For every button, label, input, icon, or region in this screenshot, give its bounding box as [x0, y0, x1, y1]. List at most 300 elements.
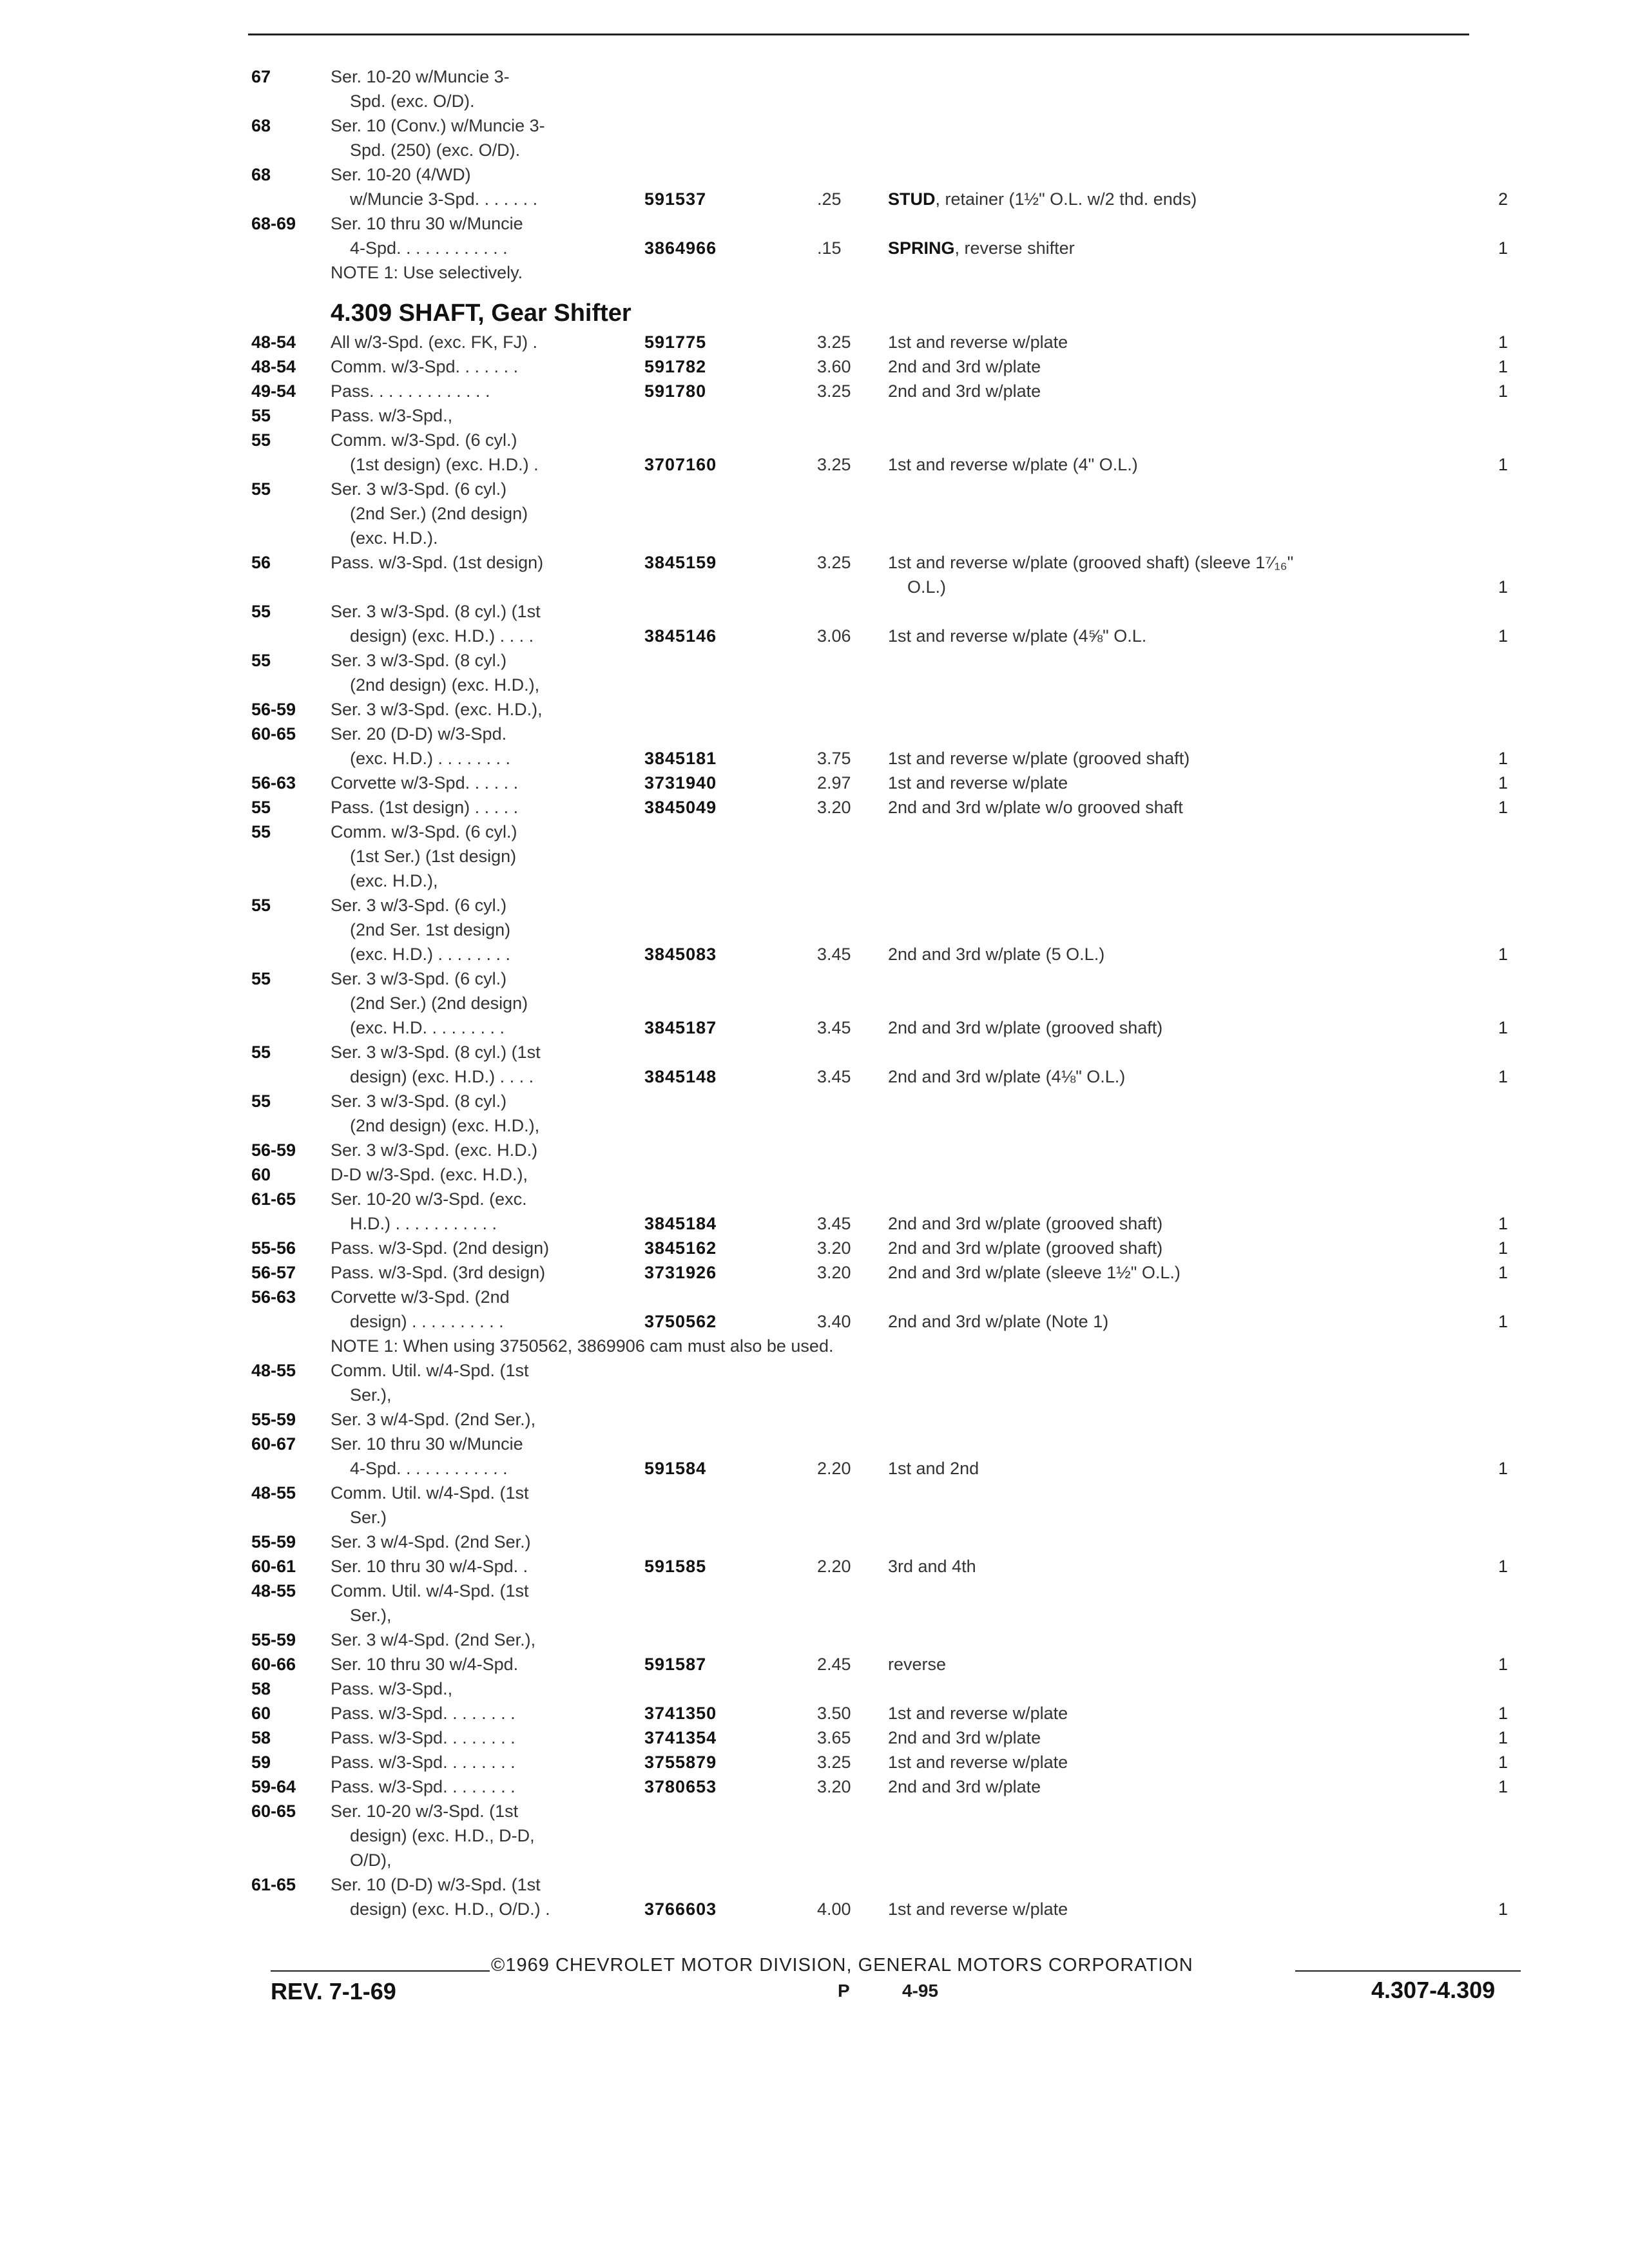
model-years: 55 [251, 969, 271, 988]
model-years: 55 [251, 602, 271, 621]
part-name-detail: 2nd and 3rd w/plate (4⅛" O.L.) [888, 1067, 1126, 1086]
part-number: 3845083 [644, 945, 717, 964]
revision-date: REV. 7-1-69 [271, 1978, 396, 2004]
application-description: (exc. H.D. . . . . . . . . [331, 1018, 505, 1037]
part-number: 3731926 [644, 1263, 717, 1282]
application-description: Corvette w/3-Spd. . . . . . [331, 773, 519, 793]
section-heading-text: 4.309 SHAFT, Gear Shifter [331, 300, 631, 327]
group-range: 4.307-4.309 [1371, 1977, 1496, 2003]
parts-row [0, 1750, 1629, 1774]
application-description: Ser. 10 thru 30 w/Muncie [331, 214, 523, 233]
application-description: Pass. w/3-Spd., [331, 406, 453, 425]
part-name [888, 1211, 1162, 1236]
model-years: 60-67 [251, 1434, 296, 1454]
parts-row [0, 697, 1629, 722]
footer-rule-left [271, 1970, 490, 1972]
model-years: 55-56 [251, 1238, 296, 1258]
list-price: 3.40 [817, 1312, 851, 1331]
part-name [888, 236, 1075, 260]
parts-row [0, 403, 1629, 428]
part-number: 3845162 [644, 1238, 717, 1258]
application-description: Comm. Util. w/4-Spd. (1st [331, 1361, 529, 1380]
list-price: 3.25 [817, 381, 851, 401]
part-name-detail: 2nd and 3rd w/plate (grooved shaft) [888, 1238, 1163, 1258]
list-price: .15 [817, 238, 842, 258]
model-years: 55 [251, 798, 271, 817]
parts-row [0, 942, 1629, 966]
model-years: 55-59 [251, 1532, 296, 1552]
part-number: 3845181 [644, 749, 717, 768]
parts-row [0, 1383, 1629, 1407]
list-price: 3.45 [817, 1018, 851, 1037]
part-name [888, 1554, 976, 1579]
part-number: 3845187 [644, 1018, 717, 1037]
application-description: Ser. 10 thru 30 w/4-Spd. [331, 1655, 519, 1674]
part-number: 3845049 [644, 798, 717, 817]
parts-row [0, 869, 1629, 893]
application-description: Spd. (exc. O/D). [331, 91, 475, 111]
application-description: Comm. w/3-Spd. (6 cyl.) [331, 430, 517, 450]
application-description: (exc. H.D.), [331, 871, 438, 890]
parts-row [0, 477, 1629, 501]
list-price: 2.97 [817, 773, 851, 793]
model-years: 48-54 [251, 357, 296, 376]
parts-row [0, 1089, 1629, 1113]
parts-row [0, 113, 1629, 138]
part-name [888, 1309, 1108, 1334]
list-price: 3.45 [817, 1214, 851, 1233]
parts-row [0, 1211, 1629, 1236]
part-name [888, 1725, 1041, 1750]
part-number: 3731940 [644, 773, 717, 793]
parts-row [0, 820, 1629, 844]
parts-row [0, 1456, 1629, 1481]
quantity: 1 [1498, 1067, 1509, 1086]
parts-row [0, 236, 1629, 260]
parts-row [0, 1162, 1629, 1187]
part-number: 591775 [644, 332, 707, 352]
part-name [888, 1236, 1162, 1260]
model-years: 56-63 [251, 773, 296, 793]
part-number: 3741354 [644, 1728, 717, 1747]
model-years: 56-59 [251, 1140, 296, 1160]
parts-row [0, 1725, 1629, 1750]
part-name [888, 1456, 979, 1481]
parts-row [0, 648, 1629, 673]
list-price: 3.45 [817, 1067, 851, 1086]
model-years: 61-65 [251, 1189, 296, 1209]
application-description: (2nd Ser.) (2nd design) [331, 504, 528, 523]
part-name [888, 1701, 1068, 1725]
application-description: Ser. 10 thru 30 w/Muncie [331, 1434, 523, 1454]
parts-row [0, 1432, 1629, 1456]
application-description: Spd. (250) (exc. O/D). [331, 140, 521, 160]
part-name-detail: 2nd and 3rd w/plate (Note 1) [888, 1312, 1109, 1331]
model-years: 60-65 [251, 1802, 296, 1821]
model-years: 60 [251, 1704, 271, 1723]
parts-row [0, 1603, 1629, 1628]
parts-row [0, 550, 1629, 575]
part-name [888, 942, 1104, 966]
application-description: Ser. 3 w/4-Spd. (2nd Ser.), [331, 1630, 536, 1649]
part-name-detail: 1st and reverse w/plate (grooved shaft) (sleeve 1⁷⁄₁₆" [888, 553, 1294, 572]
parts-row [0, 1652, 1629, 1677]
part-name-detail: , reverse shifter [954, 238, 1075, 258]
part-name [888, 746, 1190, 771]
list-price: 3.65 [817, 1728, 851, 1747]
application-description: Pass. w/3-Spd. . . . . . . . [331, 1777, 516, 1796]
list-price: 3.20 [817, 1263, 851, 1282]
quantity: 1 [1498, 1312, 1509, 1331]
application-description: Comm. w/3-Spd. (6 cyl.) [331, 822, 517, 841]
part-number: 3755879 [644, 1753, 717, 1772]
quantity: 1 [1498, 1704, 1509, 1723]
model-years: 55 [251, 822, 271, 841]
parts-row [0, 1236, 1629, 1260]
parts-row [0, 330, 1629, 354]
model-years: 60-65 [251, 724, 296, 744]
part-name-detail: 1st and reverse w/plate (4⅝" O.L. [888, 626, 1147, 646]
quantity: 1 [1498, 455, 1509, 474]
parts-row [0, 526, 1629, 550]
application-description: Ser. 3 w/3-Spd. (6 cyl.) [331, 969, 507, 988]
part-name [888, 452, 1138, 477]
quantity: 1 [1498, 1018, 1509, 1037]
section-gap [0, 285, 1629, 296]
parts-entries [0, 64, 1629, 1921]
part-name-detail: 1st and reverse w/plate [888, 1899, 1068, 1919]
parts-row [0, 1113, 1629, 1138]
quantity: 1 [1498, 1214, 1509, 1233]
application-description: Ser. 10-20 w/Muncie 3- [331, 67, 510, 86]
part-number: 3780653 [644, 1777, 717, 1796]
part-number: 3845148 [644, 1067, 717, 1086]
part-name-detail: 1st and reverse w/plate [888, 1704, 1068, 1723]
parts-row [0, 966, 1629, 991]
application-description: Comm. Util. w/4-Spd. (1st [331, 1581, 529, 1600]
application-description: Ser.) [331, 1508, 387, 1527]
parts-row [0, 795, 1629, 820]
parts-row [0, 1530, 1629, 1554]
part-number: 3845184 [644, 1214, 717, 1233]
model-years: 48-55 [251, 1483, 296, 1503]
quantity: 1 [1498, 798, 1509, 817]
parts-row [0, 1848, 1629, 1872]
application-description: Pass. w/3-Spd., [331, 1679, 453, 1698]
part-name-detail: 1st and reverse w/plate [888, 1753, 1068, 1772]
part-name-detail: , retainer (1½" O.L. w/2 thd. ends) [935, 189, 1197, 209]
parts-row [0, 624, 1629, 648]
parts-row [0, 1554, 1629, 1579]
list-price: 3.60 [817, 357, 851, 376]
parts-row [0, 673, 1629, 697]
model-years: 56 [251, 553, 271, 572]
parts-row [0, 1015, 1629, 1040]
model-years: 67 [251, 67, 271, 86]
quantity: 1 [1498, 238, 1509, 258]
part-number: 3741350 [644, 1704, 717, 1723]
list-price: 2.20 [817, 1557, 851, 1576]
part-name-detail: 2nd and 3rd w/plate (sleeve 1½" O.L.) [888, 1263, 1181, 1282]
parts-row [0, 1628, 1629, 1652]
part-name [888, 354, 1041, 379]
application-description: (exc. H.D.). [331, 528, 438, 548]
model-years: 59-64 [251, 1777, 296, 1796]
list-price: 2.20 [817, 1459, 851, 1478]
parts-row [0, 1407, 1629, 1432]
part-name-detail: 2nd and 3rd w/plate [888, 1728, 1041, 1747]
part-name [888, 187, 1197, 211]
application-description: 4-Spd. . . . . . . . . . . . [331, 238, 508, 258]
application-description: Corvette w/3-Spd. (2nd [331, 1287, 510, 1307]
application-description: Comm. Util. w/4-Spd. (1st [331, 1483, 529, 1503]
application-description: Ser. 3 w/3-Spd. (8 cyl.) [331, 1091, 507, 1111]
list-price: 3.25 [817, 553, 851, 572]
model-years: 68-69 [251, 214, 296, 233]
parts-row [0, 1774, 1629, 1799]
model-years: 58 [251, 1728, 271, 1747]
application-description: Ser. 3 w/3-Spd. (exc. H.D.) [331, 1140, 538, 1160]
parts-row [0, 1872, 1629, 1897]
application-description: (exc. H.D.) . . . . . . . . [331, 749, 511, 768]
application-description: (exc. H.D.) . . . . . . . . [331, 945, 511, 964]
parts-row [0, 64, 1629, 89]
application-description: Ser. 10-20 w/3-Spd. (1st [331, 1802, 519, 1821]
part-name [888, 1774, 1041, 1799]
parts-row [0, 1358, 1629, 1383]
application-description: Ser. 10-20 w/3-Spd. (exc. [331, 1189, 527, 1209]
quantity: 1 [1498, 1459, 1509, 1478]
page-number: 4-95 [902, 1981, 939, 2001]
quantity: 1 [1498, 357, 1509, 376]
application-description: Ser. 3 w/4-Spd. (2nd Ser.), [331, 1410, 536, 1429]
part-name-keyword: SPRING [888, 238, 955, 258]
part-name-detail: 2nd and 3rd w/plate [888, 381, 1041, 401]
model-years: 56-63 [251, 1287, 296, 1307]
model-years: 48-55 [251, 1361, 296, 1380]
application-description: Pass. . . . . . . . . . . . . [331, 381, 490, 401]
model-years: 49-54 [251, 381, 296, 401]
application-description: Ser. 10 thru 30 w/4-Spd. . [331, 1557, 528, 1576]
list-price: 3.20 [817, 1777, 851, 1796]
part-number: 591780 [644, 381, 707, 401]
parts-row [0, 501, 1629, 526]
parts-row [0, 844, 1629, 869]
parts-row [0, 771, 1629, 795]
application-description: Pass. w/3-Spd. . . . . . . . [331, 1753, 516, 1772]
model-years: 60 [251, 1165, 271, 1184]
part-name [888, 1015, 1162, 1040]
part-name-detail: 2nd and 3rd w/plate w/o grooved shaft [888, 798, 1183, 817]
part-name-detail: O.L.) [888, 577, 947, 597]
part-name [888, 575, 946, 599]
application-description: w/Muncie 3-Spd. . . . . . . [331, 189, 538, 209]
list-price: 3.25 [817, 332, 851, 352]
application-description: Ser.), [331, 1606, 392, 1625]
application-description: Ser. 3 w/4-Spd. (2nd Ser.) [331, 1532, 531, 1552]
part-name [888, 1750, 1068, 1774]
part-number: 3845159 [644, 553, 717, 572]
model-years: 48-54 [251, 332, 296, 352]
quantity: 1 [1498, 626, 1509, 646]
parts-row [0, 1579, 1629, 1603]
part-name-detail: 2nd and 3rd w/plate (5 O.L.) [888, 945, 1105, 964]
application-description: (1st Ser.) (1st design) [331, 847, 517, 866]
parts-row [0, 452, 1629, 477]
model-years: 56-59 [251, 700, 296, 719]
list-price: 3.50 [817, 1704, 851, 1723]
application-description: design) (exc. H.D., O/D.) . [331, 1899, 550, 1919]
model-years: 68 [251, 116, 271, 135]
application-description: Ser. 20 (D-D) w/3-Spd. [331, 724, 507, 744]
model-years: 55-59 [251, 1410, 296, 1429]
part-name-detail: 3rd and 4th [888, 1557, 976, 1576]
parts-row [0, 575, 1629, 599]
quantity: 1 [1498, 1557, 1509, 1576]
parts-row [0, 89, 1629, 113]
copyright-line: ©1969 CHEVROLET MOTOR DIVISION, GENERAL MOTORS CORPORATION [491, 1955, 1193, 1975]
parts-row [0, 162, 1629, 187]
application-description: Pass. (1st design) . . . . . [331, 798, 519, 817]
parts-row [0, 918, 1629, 942]
part-name-detail: 2nd and 3rd w/plate [888, 1777, 1041, 1796]
parts-row [0, 746, 1629, 771]
parts-row [0, 599, 1629, 624]
quantity: 1 [1498, 749, 1509, 768]
application-description: 4-Spd. . . . . . . . . . . . [331, 1459, 508, 1478]
parts-row [0, 379, 1629, 403]
part-name [888, 330, 1068, 354]
application-description: Ser. 10 (Conv.) w/Muncie 3- [331, 116, 545, 135]
part-name-detail: 2nd and 3rd w/plate (grooved shaft) [888, 1214, 1163, 1233]
quantity: 1 [1498, 1899, 1509, 1919]
list-price: 3.45 [817, 945, 851, 964]
parts-row [0, 1505, 1629, 1530]
part-name [888, 379, 1041, 403]
list-price: 3.06 [817, 626, 851, 646]
part-name-keyword: STUD [888, 189, 936, 209]
model-years: 55 [251, 651, 271, 670]
list-price: 3.75 [817, 749, 851, 768]
page-footer [0, 1951, 1629, 2003]
application-description: NOTE 1: When using 3750562, 3869906 cam must also be used. [331, 1336, 834, 1356]
model-years: 68 [251, 165, 271, 184]
quantity: 1 [1498, 381, 1509, 401]
model-years: 55 [251, 896, 271, 915]
quantity: 1 [1498, 577, 1509, 597]
model-years: 61-65 [251, 1875, 296, 1894]
part-name [888, 1897, 1068, 1921]
list-price: 4.00 [817, 1899, 851, 1919]
application-description: Pass. w/3-Spd. . . . . . . . [331, 1704, 516, 1723]
parts-row [0, 991, 1629, 1015]
part-number: 591584 [644, 1459, 707, 1478]
parts-row [0, 1187, 1629, 1211]
page-prefix: P [838, 1981, 850, 2001]
model-years: 55 [251, 1043, 271, 1062]
model-years: 56-57 [251, 1263, 296, 1282]
parts-row [0, 1701, 1629, 1725]
part-name [888, 1064, 1125, 1089]
parts-row [0, 1138, 1629, 1162]
parts-row [0, 1285, 1629, 1309]
parts-row [0, 354, 1629, 379]
parts-row [0, 138, 1629, 162]
parts-row [0, 1897, 1629, 1921]
part-name-detail: 1st and reverse w/plate [888, 332, 1068, 352]
list-price: 3.20 [817, 1238, 851, 1258]
list-price: 3.25 [817, 455, 851, 474]
parts-row [0, 722, 1629, 746]
part-number: 591537 [644, 189, 707, 209]
part-name [888, 771, 1068, 795]
parts-row [0, 1799, 1629, 1823]
part-number: 591782 [644, 357, 707, 376]
application-description: Pass. w/3-Spd. . . . . . . . [331, 1728, 516, 1747]
parts-row [0, 1040, 1629, 1064]
model-years: 60-66 [251, 1655, 296, 1674]
part-number: 591585 [644, 1557, 707, 1576]
parts-row [0, 893, 1629, 918]
part-name [888, 624, 1146, 648]
part-number: 3845146 [644, 626, 717, 646]
application-description: design) (exc. H.D.) . . . . [331, 1067, 534, 1086]
part-name [888, 550, 1293, 575]
part-name [888, 1260, 1181, 1285]
quantity: 1 [1498, 332, 1509, 352]
application-description: design) . . . . . . . . . . [331, 1312, 504, 1331]
quantity: 1 [1498, 1263, 1509, 1282]
parts-row [0, 211, 1629, 236]
application-description: Ser. 3 w/3-Spd. (6 cyl.) [331, 479, 507, 499]
part-name-detail: 1st and reverse w/plate (grooved shaft) [888, 749, 1190, 768]
application-description: Comm. w/3-Spd. . . . . . . [331, 357, 519, 376]
parts-row [0, 428, 1629, 452]
model-years: 55-59 [251, 1630, 296, 1649]
model-years: 60-61 [251, 1557, 296, 1576]
application-description: Ser.), [331, 1385, 392, 1405]
application-description: (1st design) (exc. H.D.) . [331, 455, 539, 474]
quantity: 2 [1498, 189, 1509, 209]
part-number: 3864966 [644, 238, 717, 258]
footer-rule-right [1295, 1970, 1521, 1972]
application-description: design) (exc. H.D., D-D, [331, 1826, 535, 1845]
parts-row [0, 1309, 1629, 1334]
part-name-detail: 2nd and 3rd w/plate (grooved shaft) [888, 1018, 1163, 1037]
model-years: 58 [251, 1679, 271, 1698]
application-description: Pass. w/3-Spd. (1st design) [331, 553, 544, 572]
application-description: H.D.) . . . . . . . . . . . [331, 1214, 497, 1233]
part-number: 3707160 [644, 455, 717, 474]
part-name [888, 1652, 946, 1677]
parts-row [0, 260, 1629, 285]
model-years: 48-55 [251, 1581, 296, 1600]
quantity: 1 [1498, 1655, 1509, 1674]
part-number: 591587 [644, 1655, 707, 1674]
application-description: Pass. w/3-Spd. (3rd design) [331, 1263, 546, 1282]
application-description: Ser. 3 w/3-Spd. (8 cyl.) (1st [331, 1043, 541, 1062]
quantity: 1 [1498, 1728, 1509, 1747]
parts-row [0, 1677, 1629, 1701]
section-heading [0, 296, 1629, 330]
part-name-detail: 1st and reverse w/plate [888, 773, 1068, 793]
quantity: 1 [1498, 1753, 1509, 1772]
application-description: Ser. 10-20 (4/WD) [331, 165, 471, 184]
application-description: (2nd Ser. 1st design) [331, 920, 511, 939]
list-price: .25 [817, 189, 842, 209]
model-years: 55 [251, 406, 271, 425]
quantity: 1 [1498, 1238, 1509, 1258]
